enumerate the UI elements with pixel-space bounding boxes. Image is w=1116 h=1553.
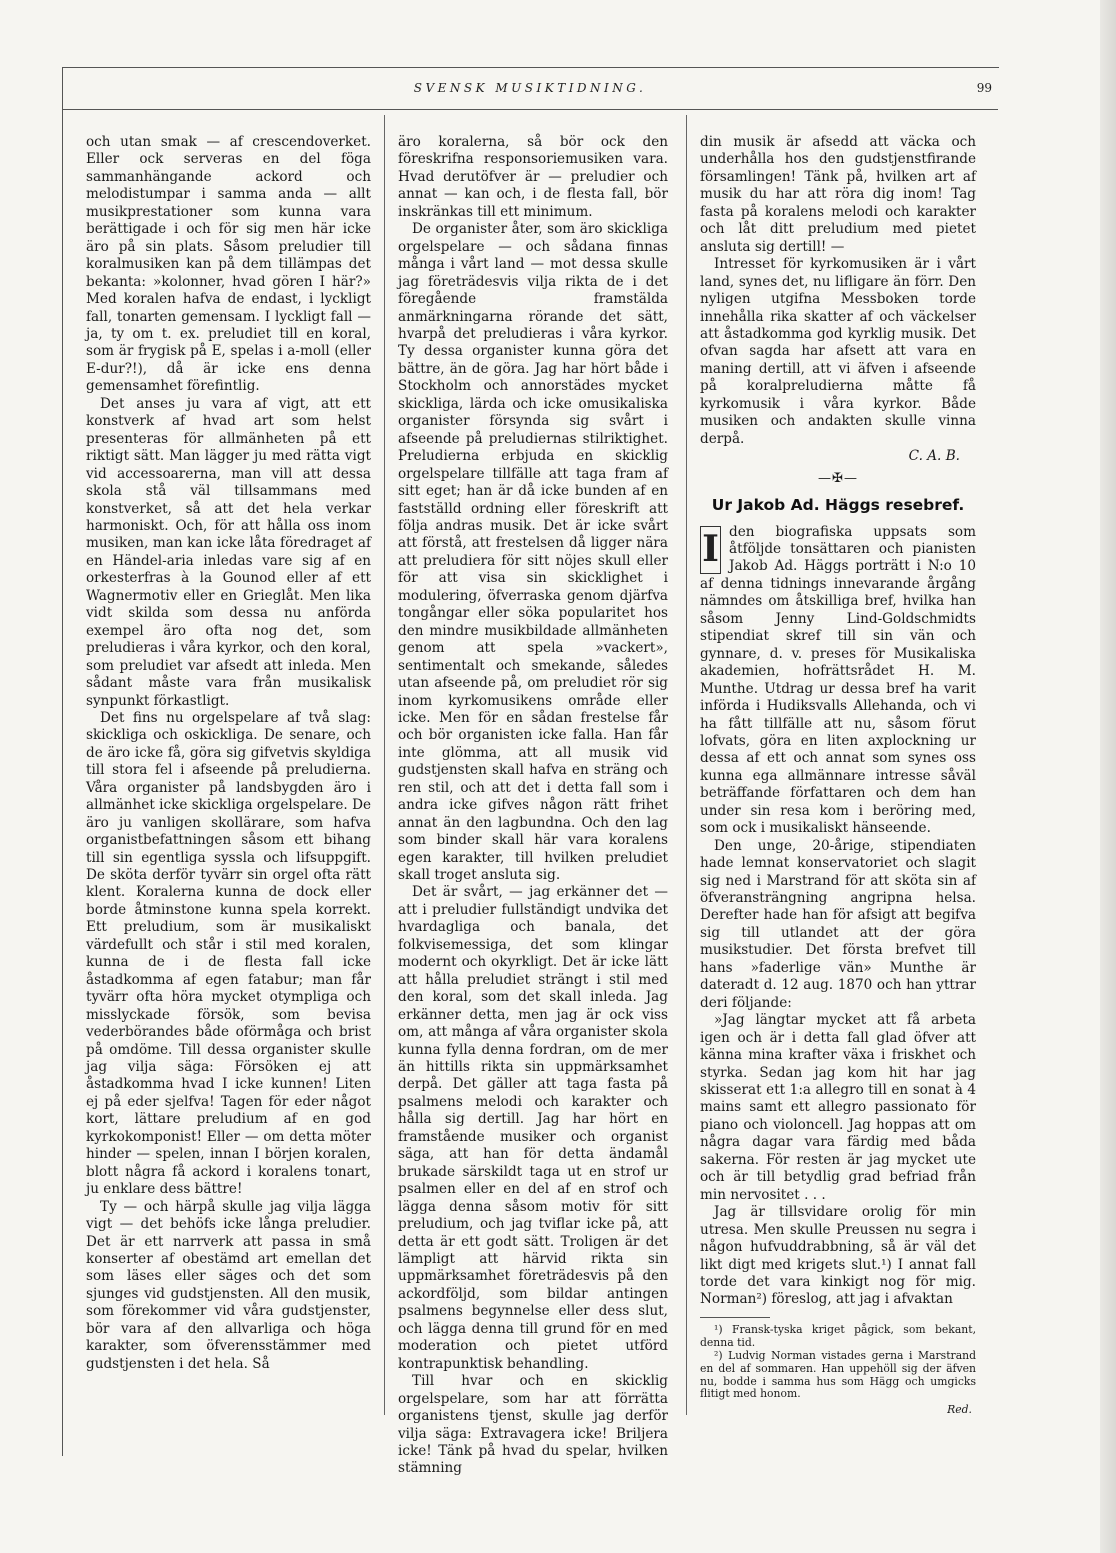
section-ornament: —✠— [818,470,858,486]
drop-cap: I [700,526,721,574]
footnote: ¹) Fransk-tyska kriget pågick, som bekant, denna tid. [700,1322,976,1349]
column-3 [700,134,976,1419]
article-title: Ur Jakob Ad. Häggs resebref. [711,496,965,515]
paragraph: din musik är afsedd att väcka och underhålla hos den gudstjenstfirande församlingen! Tänk på, hvilken art af musik du har att röra dig inom! Tag fasta på koralens melodi och karakter och låt ditt preludium med pietet ansluta sig dertill! — [700,134,976,255]
paragraph: Det fins nu orgelspelare af två slag: skickliga och oskickliga. De senare, och de äro icke få, göra sig gifvetvis skyldiga till stora fel i afseende på preludierna. Våra organister på landsbygden äro i allmänhet icke skickliga orgelspelare. De äro ju vanligen skollärare, som hafva organistbefattningen såsom ett bihang till sin egentliga syssla och lifsuppgift. De sköta derför tyvärr sin orgel ofta rätt klent. Koralerna kunna de dock eller borde åtminstone kunna spela korrekt. Ett preludium, som är musikaliskt värdefullt och står i stil med koralen, kunna de i de flesta fall icke åstadkomma af egen fatabur; man får tyvärr ofta höra mycket otympliga och misslyckade försök, som bevisa vederbörandes både oförmåga och brist på omdöme. Till dessa organister skulle jag vilja säga: Försöken ej att åstadkomma hvad I icke kunnen! Liten ej på eder sjelfva! Tagen för eder något kort, lättare preludium af en god kyrkokomponist! Eller — om detta möter hinder — spelen, innan I börjen koralen, blott några få ackord i koralens tonart, ju enklare dess bättre! [86,709,372,1198]
journal-title: SVENSK MUSIKTIDNING. [413,81,647,95]
quoted-letter: »Jag längtar mycket att få arbeta igen och är i detta fall glad öfver att känna mina krafter växa i friskhet och styrka. Sedan jag kom hit har jag skisserat ett 1:a allegro till en sonat à 4 mains samt ett allegro passionato för piano och violoncell. Jag hoppas att om några dagar vara färdig med båda sakerna. För resten är jag mycket ute och är till betydlig grad befriad från min nervositet . . . [700,1012,976,1203]
paragraph: äro koralerna, så bör ock den föreskrifna responsoriemusiken vara. Hvad derutöfver är — preludier och annat — kan och, i de flesta fall, bör inskränkas till ett minimum. [398,134,668,220]
author-signature: C. A. B. [908,448,960,465]
paragraph: och utan smak — af crescendoverket. Eller ock serveras en del föga sammanhängande ackord och melodistumpar i samma anda — allt musikprestationer som kunna vara berättigade i och för sig men här icke äro på sin plats. Såsom preludier till koralmusiken kan på dem tillämpas det bekanta: »kolonner, hvad gören I här?» Med koralen hafva de endast, i lyckligt fall, tonarten gemensam. I lyckligt fall — ja, ty om t. ex. preludiet till en koral, som är frygisk på E, spelas i a-moll (eller E-dur?!), då är icke ens denna gemensamhet förefintlig. [86,134,371,395]
paragraph: Den unge, 20-årige, stipendiaten hade lemnat konservatoriet och slagit sig ned i Marstrand för att sköta sin af öfveransträngning angripna helsa. Derefter hade han för afsigt att begifva sig till utlandet att der göra musikstudier. Det första brefvet till hans »faderlige vän» Munthe är dateradt d. 12 aug. 1870 och han yttrar deri följande: [700,837,976,1011]
column-divider [686,115,687,1415]
paragraph: Det anses ju vara af vigt, att ett konstverk af hvad art som helst presenteras för allmänheten på ett riktigt sätt. Man lägger ju med rätta vigt vid accessoarerna, man vill att dessa skola stå väl tillsammans med konstverket, så att det hela verkar harmoniskt. Och, för att hålla oss inom musiken, man kan icke låta föredraget af en Händel-aria inledas vare sig af en orkesterfras à la Gounod eller af ett Wagnermotiv eller en Grieglåt. Men lika vidt skilda som dessa nu anförda exempel äro ofta nog det, som preludieras i våra kyrkor, och den koral, som preludiet var afsedt att inleda. Men sådant måste vara från musikalisk synpunkt förkastligt. [86,395,371,709]
paragraph: den biografiska uppsats som åtföljde tonsättaren och pianisten Jakob Ad. Häggs porträtt i N:o 10 af denna tidnings innevarande årgång nämndes om åtskilliga bref, hvilka han såsom Jenny Lind-Goldschmidts stipendiat skref till sin vän och gynnare, d. v. preses för Musikaliska akademien, hofrättsrådet H. M. Munthe. Utdrag ur dessa bref ha varit införda i Hudiksvalls Allehanda, och vi ha fått tillfälle att nu, såsom förut lofvats, göra en liten axplockning ur dessa af ett och annat som synes oss kunna ega allmännare intresse såväl beträffande författaren och dem han under sin resa kom i beröring med, som ock i musikaliskt hänseende. [700,523,976,837]
column-divider [384,115,385,1415]
page-number: 99 [976,81,992,95]
column-2 [398,134,668,1478]
paragraph: Intresset för kyrkomusiken är i vårt land, synes det, nu lifligare än förr. Den nyligen utgifna Messboken torde innehålla rika skatter af och väckelser att åstadkomma god kyrklig musik. Det ofvan sagda har afsett att vara en maning dertill, att vi äfven i afseende på koralpreludierna måtte få kyrkomusik i våra kyrkor. Både musiken och andakten skulle vinna derpå. [700,256,976,447]
quoted-letter: Jag är tillsvidare orolig för min utresa. Men skulle Preussen nu segra i någon hufvuddrabbning, så är väl det likt digt med krigets slut.¹) I annat fall torde det vara kinkigt nog för mig. Norman²) föreslog, att jag i afvaktan [700,1204,976,1308]
scan-edge [1100,0,1116,1553]
running-header [62,67,998,110]
footnote: ²) Ludvig Norman vistades gerna i Marstrand en del af sommaren. Han uppehöll sig der äfven nu, bodde i samma hus som Hägg och umgicks flitigt med honom. [700,1348,976,1401]
paragraph: Till hvar och en skicklig orgelspelare, som har att förrätta organistens tjenst, skulle jag derför vilja säga: Extravagera icke! Briljera icke! Tänk på hvad du spelar, hvilken stämning [398,1373,668,1477]
paragraph: Ty — och härpå skulle jag vilja lägga vigt — det behöfs icke långa preludier. Det är ett narrverk att passa in små konserter af obestämd art emellan det som läses eller säges och det som sjunges vid gudstjensten. All den musik, som förekommer vid våra gudstjenster, bör vara af den allvarliga och höga karakter, som öfverensstämmer med gudstjensten i det hela. Så [86,1198,371,1372]
article-body [700,524,976,838]
editor-signature: Red. [947,1403,972,1417]
paragraph: Det är svårt, — jag erkänner det — att i preludier fullständigt undvika det hvardagliga och banala, det folkvisemessiga, det som klingar modernt och okyrkligt. Det är icke lätt att hålla preludiet strängt i stil med den koral, som det skall inleda. Jag erkänner detta, men jag är ock viss om, att många af våra organister skola kunna fylla denna fordran, om de mer än hittills rikta sin uppmärksamhet derpå. Det gäller att taga fasta på psalmens melodi och karakter och hålla sig dertill. Jag har hört en framstående musiker och organist säga, att han för detta ändamål brukade särskildt taga ut en strof ur psalmen eller en del af en strof och lägga denna såsom motiv för sitt preludium, och jag tviflar icke på, att detta är ett godt sätt. Troligen är det lämpligt att härvid rikta sin uppmärksamhet företrädesvis på den ackordföljd, som bildar antingen psalmens begynnelse eller dess slut, och lägga denna till grund för en med moderation och pietet utförd kontrapunktisk behandling. [398,884,668,1372]
column-1 [86,134,371,1373]
footnote-rule [700,1317,770,1318]
paragraph: De organister åter, som äro skickliga orgelspelare — och sådana finnas många i vårt land — mot dessa skulle jag företrädesvis vilja rikta de i det föregående framstälda anmärkningarna rörande det sätt, hvarpå det preludieras i våra kyrkor. Ty dessa organister kunna göra det bättre, än de göra. Jag har hört både i Stockholm och annorstädes mycket skickliga, lärda och icke omusikaliska organister försynda sig svårt i afseende på preludiernas stilriktighet. Preludierna erbjuda en skicklig orgelspelare tillfälle att taga fram af sitt eget; han är då icke bunden af en fastställd ordning eller föreskrift att följa andras musik. Det är icke svårt att förstå, att frestelsen då ligger nära att preludiera för sitt nöjes skull eller för att visa sin skicklighet i modulering, öfverraska genom djärfva tongångar eller söka popularitet hos den mindre musikbildade allmänheten genom att spela »vackert», sentimentalt och smekande, således utan afseende på, om preludiet rör sig inom kyrkomusikens område eller icke. Men för en sådan frestelse får och bör organisten icke falla. Han får inte glömma, att all musik vid gudstjensten skall hafva en sträng och ren stil, och att det i detta fall som i andra icke gifves någon rätt frihet annat än den lagbundna. Och den lag som binder skall här vara koralens egen karakter, till hvilken preludiet skall troget ansluta sig. [398,221,668,884]
